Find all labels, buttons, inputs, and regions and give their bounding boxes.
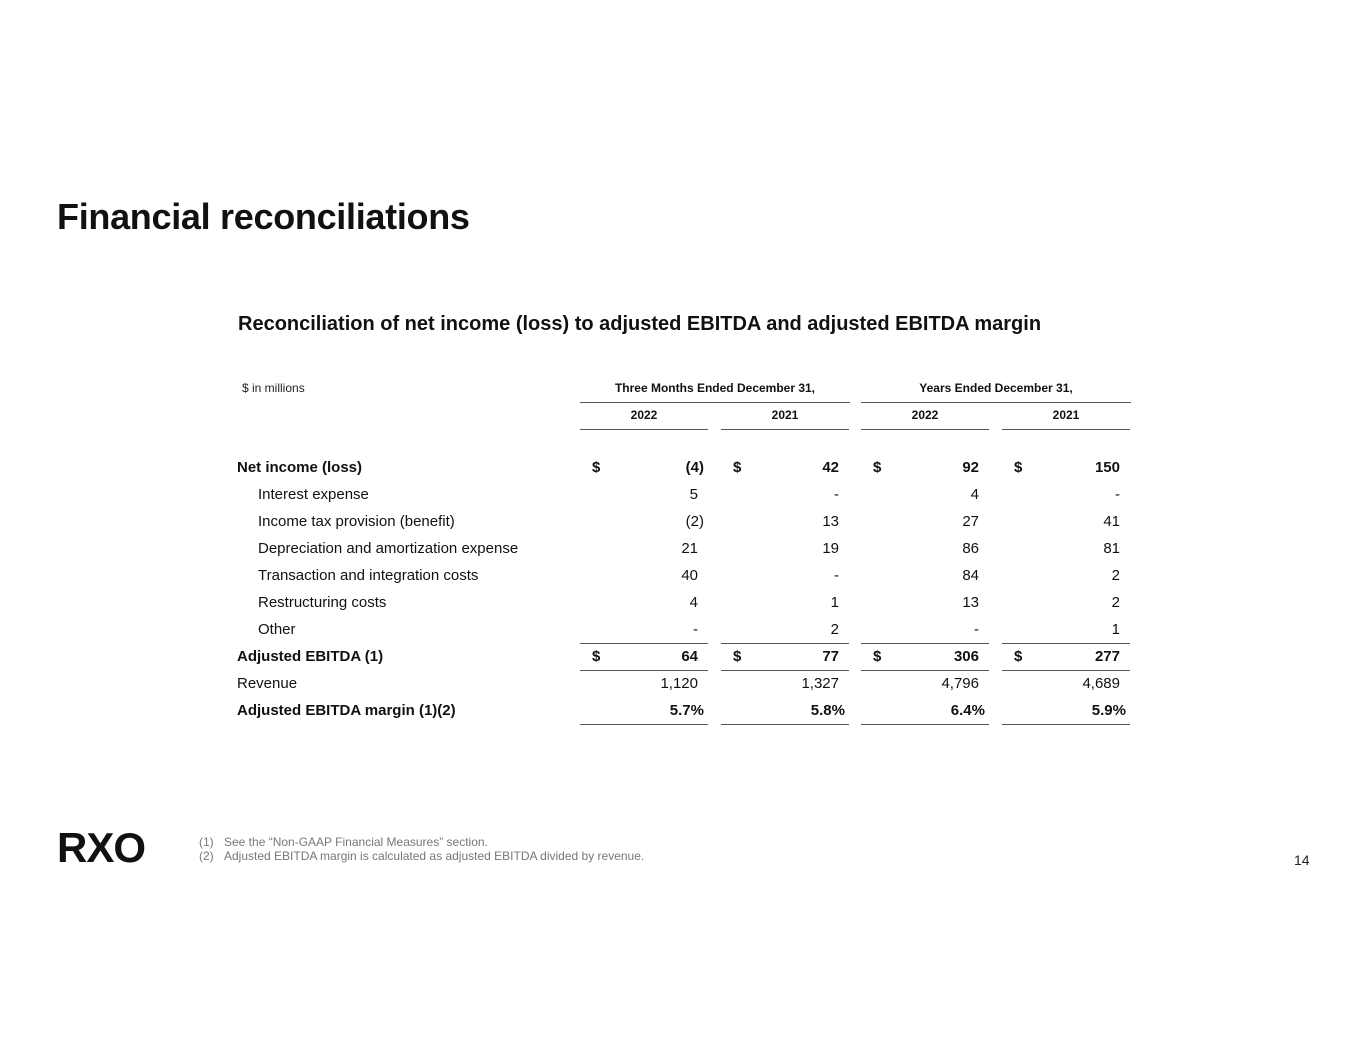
cell-value: 5 — [689, 486, 698, 503]
table-row-income-tax — [237, 509, 1131, 536]
table-row-revenue — [237, 671, 1131, 698]
table-cell — [721, 644, 849, 671]
cell-value: 1,120 — [660, 675, 698, 692]
table-cell — [1002, 590, 1130, 617]
table-title: Reconciliation of net income (loss) to adjusted EBITDA and adjusted EBITDA margin — [238, 313, 1042, 335]
cell-value: - — [1115, 486, 1120, 503]
row-label: Net income (loss) — [237, 459, 363, 476]
table-cell — [721, 482, 849, 509]
table-cell — [580, 671, 708, 698]
row-label: Adjusted EBITDA (1) — [237, 648, 384, 665]
table-cell — [1002, 509, 1130, 536]
dollar-sign: $ — [1014, 648, 1023, 665]
table-cell — [580, 509, 708, 536]
table-row-adjusted-ebitda-margin — [237, 698, 1131, 725]
table-cell — [580, 482, 708, 509]
cell-value: - — [834, 486, 839, 503]
table-cell — [861, 590, 989, 617]
dollar-sign: $ — [873, 459, 882, 476]
table-cell — [721, 563, 849, 590]
table-cell — [861, 482, 989, 509]
dollar-sign: $ — [1014, 459, 1023, 476]
table-row-restructuring — [237, 590, 1131, 617]
cell-value: 6.4% — [950, 702, 985, 719]
cell-value: - — [974, 621, 979, 638]
table-cell — [1002, 563, 1130, 590]
table-cell — [580, 563, 708, 590]
footnote — [199, 849, 644, 863]
table-cell — [861, 644, 989, 671]
table-cell — [580, 455, 708, 482]
column-header-year: 2021 — [1002, 408, 1130, 430]
cell-value: 4 — [689, 594, 698, 611]
column-header-year: 2022 — [861, 408, 989, 430]
dollar-sign: $ — [592, 648, 601, 665]
table-row-interest-expense — [237, 482, 1131, 509]
cell-value: 1,327 — [801, 675, 839, 692]
row-label: Restructuring costs — [258, 594, 387, 611]
table-cell — [1002, 536, 1130, 563]
column-group-header-years: Years Ended December 31, — [861, 381, 1131, 403]
cell-value: 40 — [681, 567, 698, 584]
cell-value: 5.7% — [669, 702, 704, 719]
page-number: 14 — [1294, 852, 1310, 868]
cell-value: - — [834, 567, 839, 584]
table-cell — [1002, 698, 1130, 725]
row-label: Income tax provision (benefit) — [258, 513, 455, 530]
table-cell — [861, 509, 989, 536]
cell-value: 13 — [962, 594, 979, 611]
table-row-transaction-costs — [237, 563, 1131, 590]
table-cell — [721, 509, 849, 536]
table-cell — [580, 617, 708, 644]
footnote-number: (2) — [199, 849, 214, 863]
table-cell — [861, 617, 989, 644]
table-cell — [1002, 482, 1130, 509]
table-cell — [1002, 455, 1130, 482]
cell-value: 84 — [962, 567, 979, 584]
footnote-number: (1) — [199, 835, 214, 849]
table-row-net-income — [237, 455, 1131, 482]
dollar-sign: $ — [733, 459, 742, 476]
cell-value: 21 — [681, 540, 698, 557]
cell-value: (4) — [685, 459, 704, 476]
cell-value: 4 — [970, 486, 979, 503]
dollar-sign: $ — [733, 648, 742, 665]
table-cell — [721, 617, 849, 644]
cell-value: 306 — [953, 648, 979, 665]
column-header-year: 2022 — [580, 408, 708, 430]
table-cell — [580, 590, 708, 617]
cell-value: 77 — [822, 648, 839, 665]
table-cell — [721, 698, 849, 725]
table-cell — [861, 536, 989, 563]
cell-value: 2 — [830, 621, 839, 638]
cell-value: (2) — [685, 513, 704, 530]
table-cell — [861, 671, 989, 698]
cell-value: 27 — [962, 513, 979, 530]
cell-value: 19 — [822, 540, 839, 557]
table-cell — [1002, 617, 1130, 644]
table-cell — [580, 644, 708, 671]
table-cell — [580, 698, 708, 725]
table-row-other — [237, 617, 1131, 644]
page-title: Financial reconciliations — [57, 196, 470, 237]
cell-value: 1 — [830, 594, 839, 611]
cell-value: 4,689 — [1082, 675, 1120, 692]
row-label: Other — [258, 621, 296, 638]
cell-value: 5.9% — [1091, 702, 1126, 719]
table-row-depreciation — [237, 536, 1131, 563]
cell-value: 277 — [1094, 648, 1120, 665]
cell-value: 5.8% — [810, 702, 845, 719]
table-cell — [580, 536, 708, 563]
cell-value: 2 — [1111, 567, 1120, 584]
cell-value: 2 — [1111, 594, 1120, 611]
table-cell — [1002, 671, 1130, 698]
row-label: Adjusted EBITDA margin (1)(2) — [237, 702, 456, 719]
row-label: Depreciation and amortization expense — [258, 540, 519, 557]
footnote-text: Adjusted EBITDA margin is calculated as adjusted EBITDA divided by revenue. — [224, 849, 645, 863]
cell-value: 4,796 — [941, 675, 979, 692]
table-row-adjusted-ebitda — [237, 644, 1131, 671]
table-cell — [721, 536, 849, 563]
rxo-logo: RXO — [57, 824, 146, 871]
cell-value: 92 — [962, 459, 979, 476]
cell-value: - — [693, 621, 698, 638]
table-cell — [1002, 644, 1130, 671]
row-label: Revenue — [237, 675, 298, 692]
cell-value: 41 — [1103, 513, 1120, 530]
dollar-sign: $ — [592, 459, 601, 476]
table-cell — [861, 455, 989, 482]
column-group-header-three-months: Three Months Ended December 31, — [580, 381, 850, 403]
cell-value: 13 — [822, 513, 839, 530]
footnote-text: See the “Non-GAAP Financial Measures” section. — [224, 835, 488, 849]
table-cell — [861, 698, 989, 725]
footnotes — [199, 835, 644, 863]
cell-value: 64 — [681, 648, 698, 665]
table-cell — [721, 590, 849, 617]
cell-value: 1 — [1111, 621, 1120, 638]
units-label: $ in millions — [242, 381, 305, 395]
cell-value: 150 — [1094, 459, 1120, 476]
cell-value: 81 — [1103, 540, 1120, 557]
table-cell — [721, 455, 849, 482]
dollar-sign: $ — [873, 648, 882, 665]
table-cell — [721, 671, 849, 698]
table-cell — [861, 563, 989, 590]
row-label: Transaction and integration costs — [258, 567, 479, 584]
row-label: Interest expense — [258, 486, 369, 503]
footnote — [199, 835, 644, 849]
cell-value: 42 — [822, 459, 839, 476]
column-header-year: 2021 — [721, 408, 849, 430]
cell-value: 86 — [962, 540, 979, 557]
